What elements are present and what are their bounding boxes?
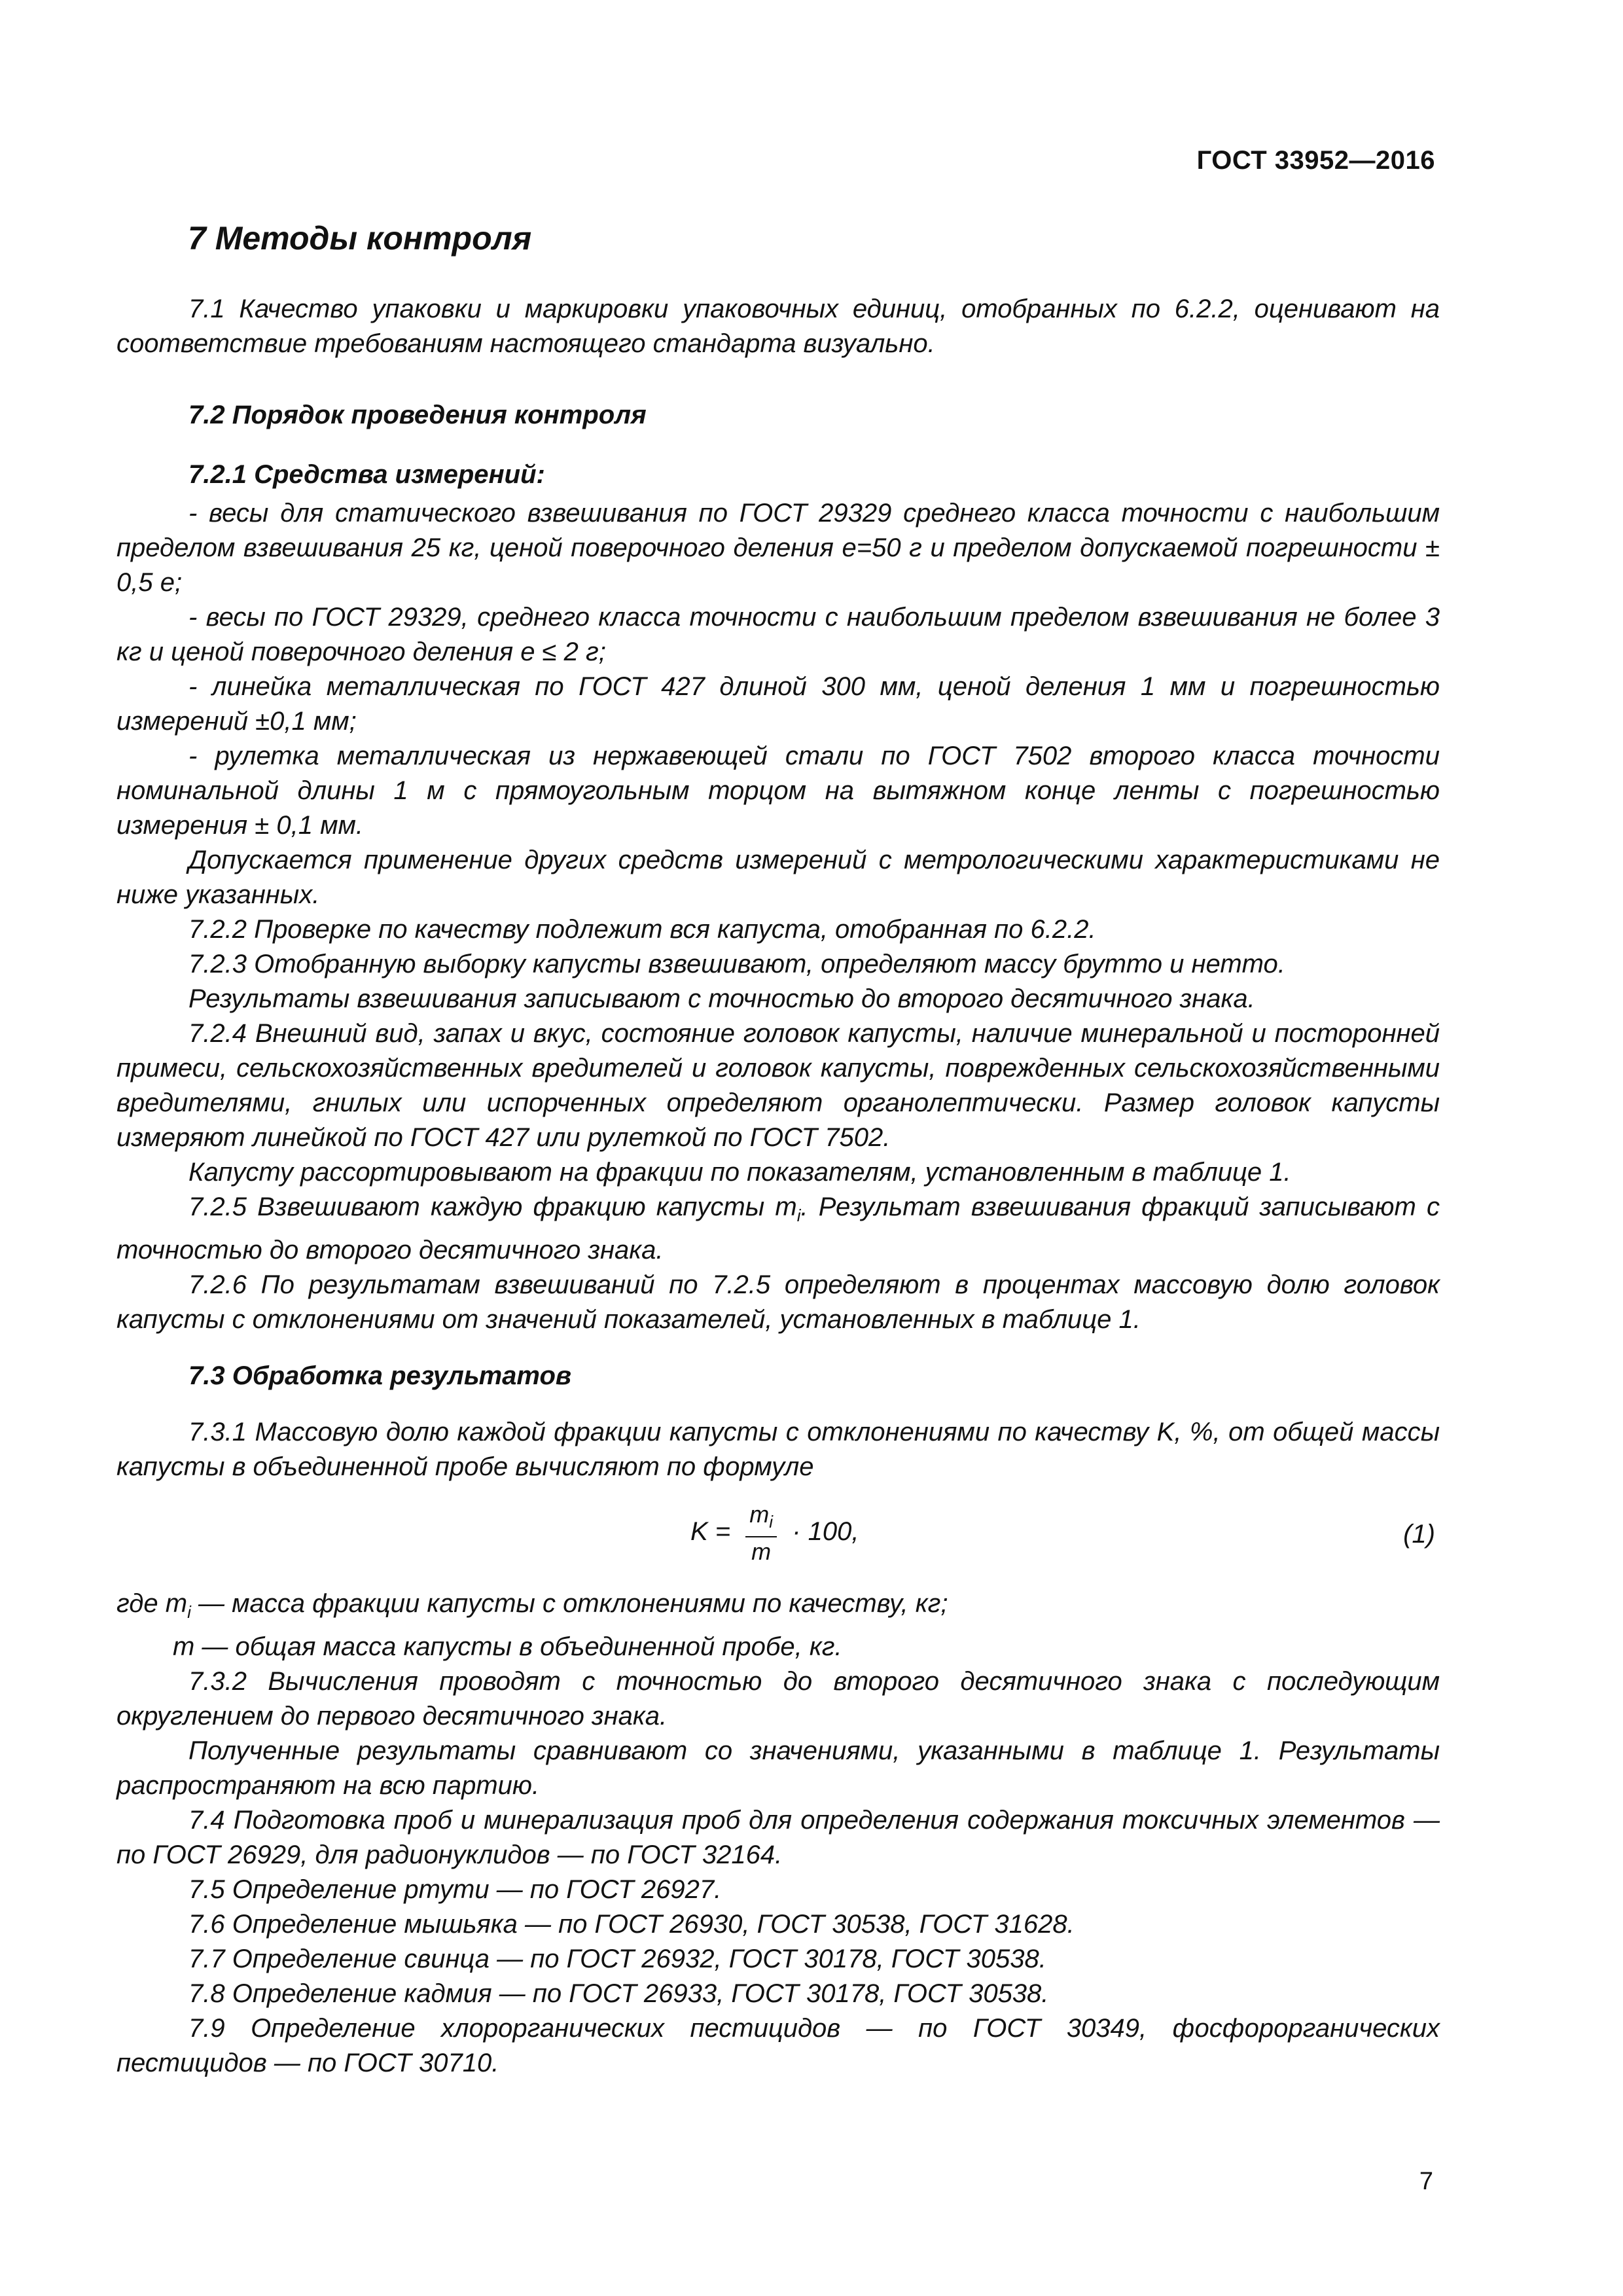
list-item: - весы по ГОСТ 29329, среднего класса точности с наибольшим пределом взвешивания не более 3 кг и ценой поверочного деления e ≤ 2 г; <box>116 603 1440 666</box>
numerator-subscript: i <box>769 1512 774 1532</box>
paragraph-7-7: 7.7 Определение свинца — по ГОСТ 26932, ГОСТ 30178, ГОСТ 30538. <box>188 1945 1046 1973</box>
formula-numerator <box>745 1500 777 1537</box>
formula-rhs: · 100, <box>792 1517 859 1547</box>
paragraph-7-5: 7.5 Определение ртути — по ГОСТ 26927. <box>188 1875 722 1904</box>
list-item: - весы для статического взвешивания по ГОСТ 29329 среднего класса точности с наибольшим пределом взвешивания 25 кг, ценой поверочного деления e=50 г и пределом допускаемой погрешности ± 0,5 e; <box>116 499 1440 597</box>
paragraph-7-1: 7.1 Качество упаковки и маркировки упаковочных единиц, отобранных по 6.2.2, оценивают на соответствие требованиям настоящего стандарта визуально. <box>116 295 1440 358</box>
paragraph-7-4: 7.4 Подготовка проб и минерализация проб для определения содержания токсичных элементов — по ГОСТ 26929, для радионуклидов — по ГОСТ 32164. <box>116 1806 1440 1869</box>
p725-text-b: . Результат взвешивания фракций записывают с точностью до второго десятичного знака. <box>116 1193 1440 1265</box>
subsection-title-7-2-1: 7.2.1 Средства измерений: <box>188 460 545 489</box>
where-line-2: m — общая масса капусты в объединенной пробе, кг. <box>173 1632 842 1661</box>
formula-denominator: m <box>751 1538 772 1566</box>
paragraph: Капусту рассортировывают на фракции по показателям, установленным в таблице 1. <box>188 1158 1291 1187</box>
paragraph-7-2-3: 7.2.3 Отобранную выборку капусты взвешивают, определяют массу брутто и нетто. <box>188 950 1285 978</box>
equation-number: (1) <box>1403 1520 1435 1549</box>
paragraph: Полученные результаты сравнивают со значениями, указанными в таблице 1. Результаты распространяют на всю партию. <box>116 1736 1440 1800</box>
measurement-instruments-block <box>116 496 1440 1337</box>
subsection-title-7-3: 7.3 Обработка результатов <box>188 1361 572 1390</box>
paragraph-7-9: 7.9 Определение хлорорганических пестицидов — по ГОСТ 30349, фосфорорганических пестицидов — по ГОСТ 30710. <box>116 2014 1440 2077</box>
paragraph: Допускается применение других средств измерений с метрологическими характеристиками не ниже указанных. <box>116 846 1440 909</box>
paragraph-7-3-1-block <box>116 1415 1440 1484</box>
formula-fraction <box>745 1500 777 1566</box>
where-text-b: — масса фракции капусты с отклонениями по качеству, кг; <box>190 1589 948 1618</box>
section-title: 7 Методы контроля <box>188 220 532 257</box>
page-number: 7 <box>1419 2168 1433 2195</box>
p725-subscript: i <box>796 1206 801 1225</box>
numerator-symbol: m <box>749 1501 770 1528</box>
list-item: - линейка металлическая по ГОСТ 427 длиной 300 мм, ценой деления 1 мм и погрешностью измерений ±0,1 мм; <box>116 672 1440 736</box>
where-subscript: i <box>187 1602 191 1622</box>
formula-lhs: K = <box>690 1517 731 1547</box>
list-item: - рулетка металлическая из нержавеющей стали по ГОСТ 7502 второго класса точности номинальной длины 1 м с прямоугольным торцом на вытяжном конце ленты с погрешностью измерения ± 0,1 мм. <box>116 742 1440 840</box>
formula-1 <box>690 1500 859 1566</box>
subsection-title-7-2: 7.2 Порядок проведения контроля <box>188 401 647 429</box>
paragraph-7-3-1: 7.3.1 Массовую долю каждой фракции капусты с отклонениями по качеству K, %, от общей массы капусты в объединенной пробе вычисляют по формуле <box>116 1418 1440 1481</box>
paragraph-7-8: 7.8 Определение кадмия — по ГОСТ 26933, ГОСТ 30178, ГОСТ 30538. <box>188 1979 1049 2008</box>
p725-text-a: 7.2.5 Взвешивают каждую фракцию капусты m <box>188 1193 797 1221</box>
paragraph: Результаты взвешивания записывают с точностью до второго десятичного знака. <box>188 984 1255 1013</box>
paragraph-7-2-5 <box>116 1190 1440 1268</box>
paragraph-7-6: 7.6 Определение мышьяка — по ГОСТ 26930, ГОСТ 30538, ГОСТ 31628. <box>188 1910 1075 1939</box>
where-text-a: где m <box>116 1589 188 1618</box>
paragraph-7-3-2: 7.3.2 Вычисления проводят с точностью до второго десятичного знака с последующим округлением до первого десятичного знака. <box>116 1667 1440 1731</box>
paragraph-7-2-2: 7.2.2 Проверке по качеству подлежит вся капуста, отобранная по 6.2.2. <box>188 915 1096 944</box>
paragraph-7-2-6: 7.2.6 По результатам взвешиваний по 7.2.5 определяют в процентах массовую долю головок капусты с отклонениями от значений показателей, установленных в таблице 1. <box>116 1270 1440 1334</box>
document-id-header: ГОСТ 33952—2016 <box>1196 146 1435 175</box>
where-and-tail-block <box>116 1587 1440 2081</box>
paragraph-7-1-block <box>116 292 1440 361</box>
where-line-1 <box>116 1587 1440 1630</box>
paragraph-7-2-4: 7.2.4 Внешний вид, запах и вкус, состояние головок капусты, наличие минеральной и посторонней примеси, сельскохозяйственных вредителей и головок капусты, поврежденных сельскохозяйственными вредителями, гнилых или испорченных определяют органолептически. Размер головок капусты измеряют линейкой по ГОСТ 427 или рулеткой по ГОСТ 7502. <box>116 1019 1440 1152</box>
